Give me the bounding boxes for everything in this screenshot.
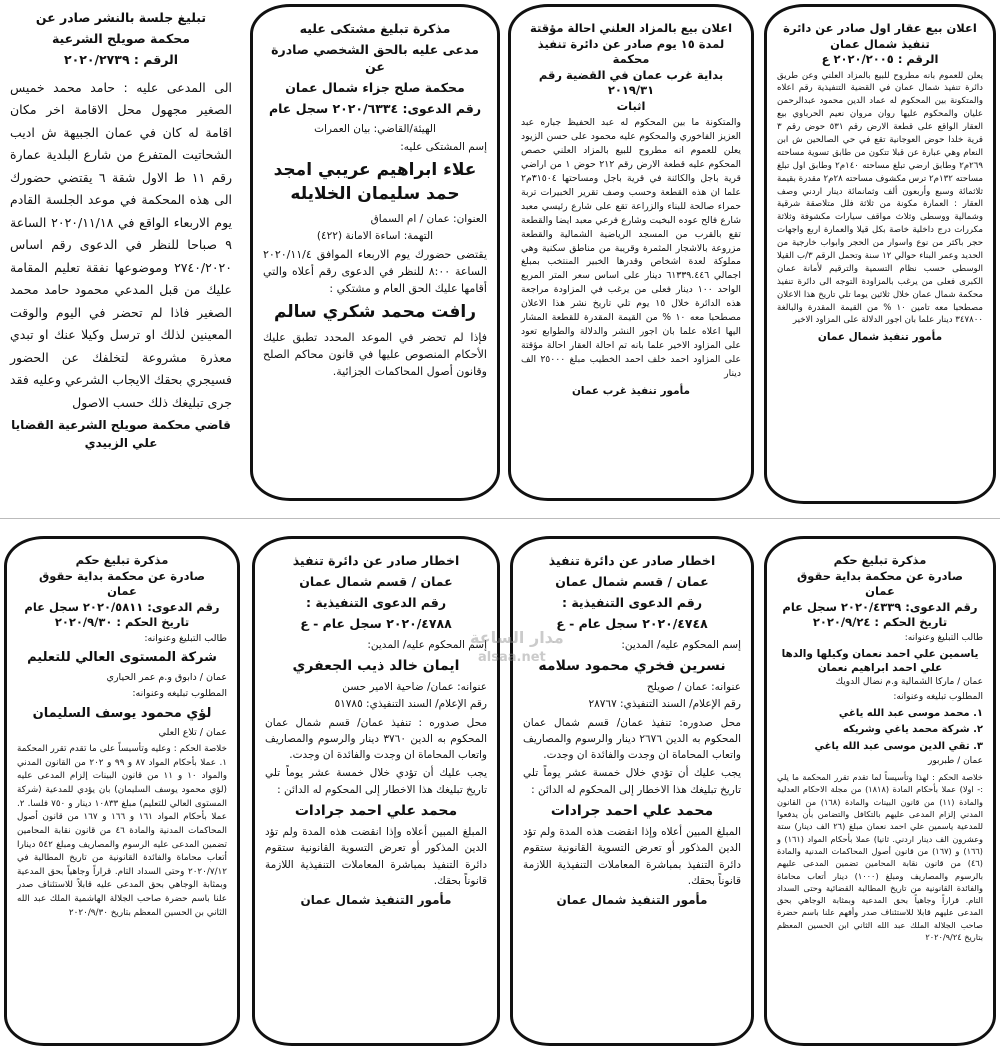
notified-label: المطلوب تبليغه وعنوانه:: [893, 691, 983, 702]
notified-party-3: ٣. تقي الدين موسى عبد الله ياغي: [814, 740, 983, 752]
warning-text: المبلغ المبين أعلاه وإذا انقضت هذه المدة ولم تؤد الدين المذكور أو تعرض التسوية القانونية ستقوم دائرة التنفيذ بمباشرة المعاملات التنفيذية اللازمة قانوناً بحقك.: [265, 826, 487, 888]
charge: التهمة: اساءة الامانة (٤٢٢): [316, 229, 434, 242]
case-number: ٢٠٢٠/٤٧٤٨ سجل عام - ع: [556, 615, 708, 631]
watermark-latin: alsaa.net: [478, 650, 546, 665]
defendant-address: العنوان: عمان / ام السماق: [370, 212, 487, 225]
notified-address: عمان / طبربور: [927, 756, 983, 767]
notice-title: مذكرة تبليغ حكم: [833, 553, 927, 567]
verdict-date: تاريخ الحكم : ٢٠٢٠/٩/٢٤: [812, 615, 948, 630]
debtor-name: نسرين فخري محمود سلامه: [538, 657, 726, 674]
notice-title: تبليغ جلسة بالنشر صادر عن: [35, 10, 207, 25]
creditor-name: محمد علي احمد جرادات: [550, 802, 714, 819]
creditor-name: محمد علي احمد جرادات: [294, 802, 458, 819]
notified-address: عمان / تلاع العلي: [158, 727, 227, 739]
court-name: محكمة صويلح الشرعية: [51, 30, 191, 46]
warning-text: المبلغ المبين أعلاه وإذا انقضت هذه المدة ولم تؤد الدين المذكور أو تعرض التسوية القانونية ستقوم دائرة التنفيذ بمباشرة المعاملات التنفيذية اللازمة قانوناً بحقك.: [523, 826, 741, 888]
notifier-label: طالب التبليغ وعنوانه:: [904, 632, 983, 643]
notice-body: والمتكونة ما بين المحكوم له عبد الحفيظ جباره عبد العزيز الفاخوري والمحكوم عليه محمود على حسن الزيود يعلن للعموم انه مطروح للبيع بالمزاد العلني حصص المحكوم عليه قطعة الارض رقم ٢١٢ حوض ١ من اراضي قرية باجل والكائنة في قرية باجل ومساحتها ٣١٥٠٤م٢ علما ان هذه القطعة وحسب وصف تقرير الخبيرات تربة حمراء صالحة للبناء والزراعة تقع على شارع رئيسي معبد شارع فالح عوده البخيت وشارع فرعي معبد ايضا والقطعة تقع بالقرب من المسجد الرياضية الشمالية والقطعة مزروعة بالاشجار المثمرة وقريبة من مناطق سكنية وهي مملوكة لعدة اشخاص وقدرها الخبير المنتخب بمبلغ اجمالي ٦١٣٣٩.٤٤٦ دينار على اساس سعر المتر المربع الواحد ١٠٠ دينار فعلى من يرغب في المزاودة مراجعة هذه الدائرة خلال ١٥ يوم تلي تاريخ نشر هذا الاعلان مصطحبا معه ١٠ % من القيمة المقدرة للقطعة المشار اليها اعلاه علما بان اجور النشر والدلالة والطوابع تعود على المزاود الاخير علما بانه تم احالة العقار احالة مؤقتة على المزاود احمد خلف احمد الخطيب مبلغ ٢٥٠٠٠ الف دينار: [521, 117, 742, 379]
court-name: بداية غرب عمان في القضية رقم ٢٠١٩/٣١: [538, 67, 724, 98]
case-type: اثبات: [616, 98, 646, 113]
notice-title: اعلان بيع بالمزاد العلني احالة مؤقتة: [529, 21, 733, 35]
notice-body: يعلن للعموم بانه مطروح للبيع بالمزاد العلني وعن طريق دائرة تنفيذ شمال عمان في القضية التنفيذية رقم اعلاه والمتكونة بين المحكوم له عماد الدين محمود عبدالرحمن عليان والمحكوم عليها روان مروان نعيم الحرباوي بيع العقار الواقع على قطعة الارض رقم ٥٣١ حوض رقم ٣ قرية خلدا حوض العوجانية تقع في حي الصالحين ش ابن النعام وهي عبارة عن قبلا تتكون من طابق تسوية مساحته ٢٦٩م٢ وطابق ارضي تبلغ مساحته ١٤٠م٢ وطابق اول تبلغ مساحته ١٣٢م٢ ترس مكشوف مساحته ٢٨م٢ مقدرة بقيمة ثلاثمائة وسبع وأربعون ألف وثمانمائة دينار اردني وصف العقار : العمارة مكونة من ثلاثة فلل متلاصقة شرقية وشمالية ووسطى وثلاث مواقف سيارات مكشوفة وثلاثة مكررات درج داخلية خاصة بكل قيلا والعمارة اربع واجهات حجر باكثر من نوع واسوار من الحجر وابواب خارجية من الحديد وعمر البناء حوالي ١٢ سنة وتحمل الرقم ٣/ب القيلا الوسطى حسب نظام التسمية والترقيم لأمانة عمان الكبرى فعلى من يرغب بالمزاودة التوجه الى دائرة تنفيذ محكمة شمال عمان خلال ثلاثين يوما تلي تاريخ هذا الاعلان مصطحبا معه تامين ١٠ % من القيمة المقدرة والبالغة ٣٤٧٨٠٠ دينار علما بان اجور الدلالة على المزاود الاخير: [777, 70, 983, 326]
court-city: عمان: [107, 584, 137, 599]
defendant-name: علاء ابراهيم عريبي امجد حمد سليمان الخلايله: [273, 159, 477, 204]
signature: مأمور التنفيذ شمال عمان: [556, 893, 708, 908]
notice-execution-4788: [252, 536, 500, 1046]
case-label: رقم الدعوى التنفيذية :: [561, 594, 703, 610]
debtor-label: إسم المحكوم عليه/ المدين:: [367, 638, 487, 651]
plaintiff-name: رافت محمد شكري سالم: [273, 302, 477, 323]
signature: قاضي محكمة صويلح الشرعية القضايا: [11, 418, 231, 433]
notice-body: الى المدعى عليه : حامد محمد خميس الصغير مجهول محل الاقامة اخر مكان اقامة له كان في عمان الجبيهة ش اديب الشحاتيت المتفرع من شارع البلدية عمارة رقم ١١ ط الاول شقة ٦ يقتضي حضورك الى هذه المحكمة في موعد الجلسة القادم يوم الاربعاء الواقع في ٢٠٢٠/١١/١٨ الساعة ٩ صباحا للنظر في الدعوى رقم اساس ٢٧٤٠/٢٠٢٠ وموضوعها نفقة تعليم المقامة عليك من قبل المدعي محمود حامد محمد الصغير فاذا لم تحضر في اليوم والوقت المعينين لذلك او ترسل وكيلا عنك او تبدي معذرة مشروعة لتخلفك عن الحضور فسيجري بحقك الايجاب الشرعي وعليه فقد جرى تبليغك ذلك حسب الاصول: [10, 79, 233, 410]
notice-subtitle: لمدة ١٥ يوم صادر عن دائرة تنفيذ محكمة: [537, 36, 725, 67]
debt-details: محل صدوره : تنفيذ عمان/ قسم شمال عمان المحكوم به الدين ٣٧٦٠ دينار والرسوم والمصاريف واتعاب المحاماة ان وجدت والفائدة ان وجدت.: [265, 716, 487, 762]
court-name: محكمة صلح جزاء شمال عمان: [285, 79, 465, 95]
debtor-address: عنوانه: عمان / صويلح: [646, 681, 741, 694]
debtor-name: ايمان خالد ذيب الجعفري: [292, 657, 460, 674]
notified-label: المطلوب تبليغه وعنوانه:: [132, 687, 227, 699]
notifier-address: عمان / دابوق و.م عمر الحياري: [106, 672, 227, 684]
notice-title: مذكرة تبليغ حكم: [75, 553, 169, 567]
court-name: صادرة عن محكمة بداية حقوق: [39, 568, 205, 583]
instrument-number: رقم الإعلام/ السند التنفيذي: ٥١٧٨٥: [334, 698, 487, 711]
notice-title: مذكرة تبليغ مشتكى عليه: [299, 21, 451, 36]
notice-subtitle: تنفيذ شمال عمان: [830, 36, 930, 51]
notifier-name: شركة المستوى العالي للتعليم: [27, 650, 217, 666]
signature: مأمور تنفيذ شمال عمان: [817, 331, 943, 344]
case-number: رقم الدعوى: ٢٠٢٠/٦٣٣٤ سجل عام: [268, 100, 482, 116]
case-number: ٢٠٢٠/٤٧٨٨ سجل عام - ع: [300, 615, 452, 631]
notified-name: لؤي محمود يوسف السليمان: [32, 705, 212, 721]
case-number: الرقم : ٢٠٢٠/٢٧٣٩: [63, 51, 179, 67]
notifier-name: ياسمين علي احمد نعمان وكيلها والدها علي احمد ابراهيم نعمان: [781, 647, 979, 674]
notifier-label: طالب التبليغ وعنوانه:: [144, 632, 227, 644]
notice-complaint-defendant: [250, 4, 500, 501]
debtor-label: إسم المحكوم عليه/ المدين:: [621, 638, 741, 651]
notice-title: اعلان بيع عقار اول صادر عن دائرة: [783, 21, 977, 35]
notified-party-1: ١. محمد موسى عبد الله ياغي: [838, 707, 983, 719]
verdict-date: تاريخ الحكم : ٢٠٢٠/٩/٣٠: [54, 615, 190, 630]
verdict-summary: خلاصة الحكم : وعليه وتأسيساً على ما تقدم تقرر المحكمة ١. عملا بأحكام المواد ٨٧ و ٩٩ و ٢٠٢ من القانون المدني والمواد ١٠ و ١١ من قانون البينات إلزام المدعى عليه (لؤي محمود يوسف السليمان) بان يؤدي للمدعية (شركة المستوى العالي للتعليم) مبلغ ١٠٨٣٣ دينار و ٧٥٠ فلسا. ٢. عملا بأحكام المواد ١٦١ و ١٦٦ و ١٦٧ من قانون أصول المحاكمات المدنية والمادة ٤٦ من قانون نقابة المحامين تضمين المدعى عليه الرسوم والمصاريف ومبلغ ٥٤٢ دينارا أتعاب محاماة والفائدة القانونية من تاريخ المطالبة في ٢٠٢٠/٧/١٢ وحتى السداد التام. قراراً وجاهياً بحق المدعية وبمثابة الوجاهي بحق المدعى عليه قابلاً للاستئناف صدر علنا باسم حضرة صاحب الجلالة الهاشمية الملك عبد الله الثاني بن الحسين المعظم بتاريخ ٢٠٢٠/٩/٣٠: [17, 744, 228, 918]
notice-title: اخطار صادر عن دائرة تنفيذ: [292, 553, 460, 568]
department: عمان / قسم شمال عمان: [299, 573, 453, 589]
payment-demand: يجب عليك أن تؤدي خلال خمسة عشر يوماً تلي تاريخ تبليغك هذا الاخطار إلى المحكوم له الدائن :: [265, 767, 487, 796]
case-number: الرقم : ٢٠٢٠/٢٠٠٥ ع: [821, 52, 939, 67]
notice-judgment-4339: [764, 536, 996, 1046]
court-city: عمان: [865, 584, 895, 599]
case-number: رقم الدعوى: ٢٠٢٠/٥٨١١ سجل عام: [24, 599, 220, 614]
verdict-summary: خلاصة الحكم : لهذا وتأسيساً لما تقدم تقرر المحكمة ما يلي :- اولا) عملا بأحكام المادة (١٨١٨) من مجلة الاحكام العدلية والمادة (١١) من قانون البينات والمادة (١٦٨) من القانون المدني إلزام المدعى عليهم بالتكافل والتضامن بأن يدفعوا للمدعية ياسمين علي احمد نعمان مبلغ (٢٦ الف دينار) ستة وعشرون الف دينار اردني. ثانيا) عملا بأحكام المواد (١٦١) و (١٦٦) و (١٦٧) من قانون أصول المحاكمات المدنية والمادة (٤٦) من قانون نقابة المحامين تضمين المدعى عليهم بالرسوم والمصاريف ومبلغ (١٠٠٠) دينار أتعاب محاماة والفائدة القانونية من تاريخ المطالبة القضائية وحتى السداد التام. قراراً وجاهياً بحق المدعية وبمثابة الوجاهي بحق المدعى عليهم قابلا للاستئناف صدر وأفهم علنا باسم حضرة صاحب الجلالة الملك عبد الله الثاني ابن الحسين المعظم بتاريخ ٢٠٢٠/٩/٢٤: [777, 772, 984, 943]
judge-name: علي الزبيدي: [84, 436, 158, 451]
instrument-number: رقم الإعلام/ السند التنفيذي: ٢٨٧٦٧: [588, 698, 741, 711]
row-divider: [0, 518, 1000, 519]
case-label: رقم الدعوى التنفيذية :: [305, 594, 447, 610]
notice-hearing-sweileh: [2, 4, 240, 494]
defendant-label: إسم المشتكى عليه:: [400, 140, 487, 153]
notified-party-2: ٢. شركة محمد ياغي وشريكه: [842, 724, 983, 736]
department: عمان / قسم شمال عمان: [555, 573, 709, 589]
signature: مأمور تنفيذ غرب عمان: [571, 384, 691, 397]
notice-auction-west-amman: [508, 4, 754, 501]
payment-demand: يجب عليك أن تؤدي خلال خمسة عشر يوماً تلي تاريخ تبليغك هذا الاخطار إلى المحكوم له الدائن :: [523, 767, 741, 796]
debt-details: محل صدوره: تنفيذ عمان/ قسم شمال عمان المحكوم به الدين ٢٦٧٦ دينار والرسوم والمصاريف واتعاب المحاماة ان وجدت والفائدة ان وجدت.: [523, 716, 741, 762]
closing-text: فإذا لم تحضر في الموعد المحدد تطبق عليك الأحكام المنصوص عليها في قانون محاكم الصلح وقانون أصول المحاكمات الجزائية.: [263, 330, 487, 379]
signature: مأمور التنفيذ شمال عمان: [300, 893, 452, 908]
notice-judgment-5811: [4, 536, 240, 1046]
notice-title: اخطار صادر عن دائرة تنفيذ: [548, 553, 716, 568]
watermark-arabic: مدار الساعة: [470, 628, 564, 647]
case-number: رقم الدعوى: ٢٠٢٠/٤٣٣٩ سجل عام: [782, 599, 978, 614]
debtor-address: عنوانه: عمان/ ضاحية الامير حسن: [342, 681, 487, 694]
notice-execution-4748: [510, 536, 754, 1046]
notice-property-sale: [764, 4, 996, 504]
notice-subtitle: مدعى عليه بالحق الشخصي صادرة عن: [271, 41, 479, 74]
panel-judge: الهيئة/القاضي: بيان العمرات: [314, 123, 436, 136]
court-name: صادرة عن محكمة بداية حقوق: [797, 568, 963, 583]
notifier-address: عمان / ماركا الشمالية و.م نضال الدويك: [835, 676, 983, 687]
notice-body: يقتضى حضورك يوم الاربعاء الموافق ٢٠٢٠/١١/٤ الساعة ٨:٠٠ للنظر في الدعوى رقم أعلاه والتي أقامها عليك الحق العام و مشتكي :: [263, 248, 487, 296]
